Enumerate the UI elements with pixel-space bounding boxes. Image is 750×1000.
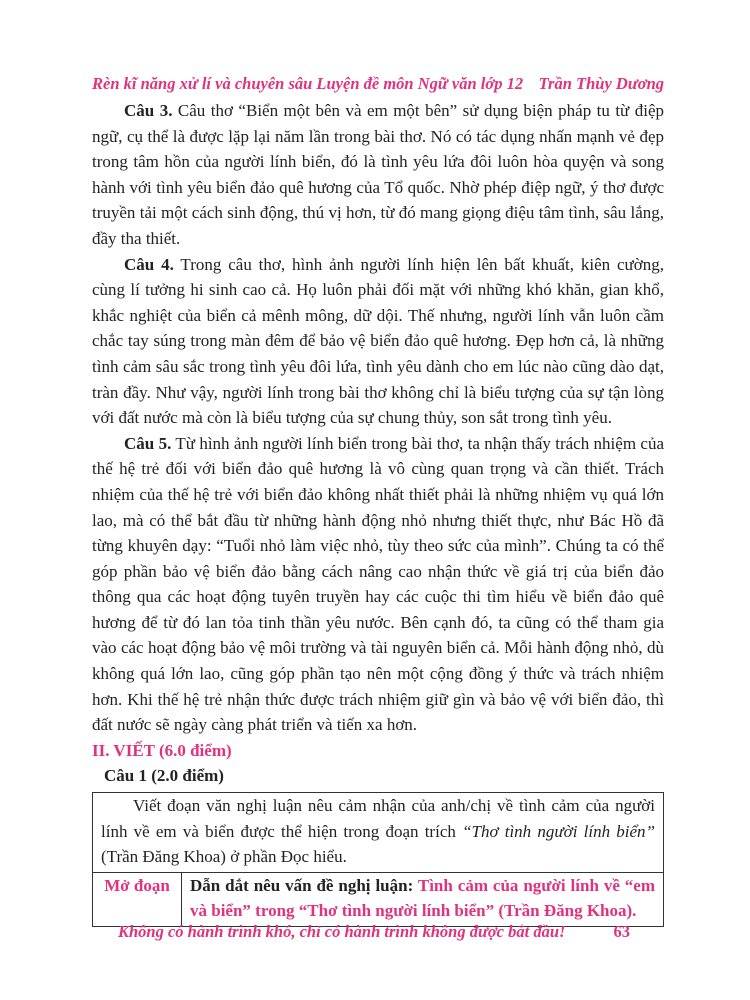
row-lead: Dẫn dắt nêu vấn đề nghị luận: (190, 875, 418, 895)
question-label: Câu 3. (124, 101, 173, 120)
running-header (92, 74, 664, 94)
poem-title: “Thơ tình người lính biển” (462, 821, 655, 841)
section-heading: II. VIẾT (6.0 điểm) (92, 740, 232, 760)
answer-text: Trong câu thơ, hình ảnh người lính hiện lên bất khuất, kiên cường, cùng lí tưởng hi sinh cao cả. Họ luôn phải đối mặt với những khó khăn, gian khổ, khắc nghiệt của biển cả mênh mông, dữ dội. Thế nhưng, người lính vẫn luôn cầm chắc tay súng trong màn đêm để bảo vệ biển đảo quê hương. Đẹp hơn cả, là những tình cảm sâu sắc trong tình yêu đôi lứa, tình yêu dành cho em lúc nào cũng dào dạt, tràn đầy. Như vậy, người lính trong bài thơ không chỉ là biểu tượng của sự tận lòng với đất nước mà còn là biểu tượng của sự chung thủy, son sắt trong tình yêu. (92, 254, 665, 428)
page-number: 63 (613, 922, 630, 941)
prompt-start: Viết đoạn văn nghị luận nêu cảm nhận của anh/chị về tình cảm của người lính về em và biển được thể hiện trong đoạn trích (101, 796, 655, 841)
outline-table (92, 792, 664, 927)
prompt-end: (Trần Đăng Khoa) ở phần Đọc hiểu. (101, 847, 347, 867)
answer-paragraph-3 (92, 98, 664, 252)
row-topic: Tình cảm của người lính về “em và biển” trong “Thơ tình người lính biển” (Trần Đăng Khoa). (190, 875, 656, 921)
writing-question-label: Câu 1 (2.0 điểm) (104, 766, 224, 786)
prompt-cell (93, 793, 664, 873)
footer-motto: Không có hành trình khó, chỉ có hành trình không được bắt đầu! (118, 922, 566, 941)
outline-row (93, 872, 664, 926)
row-label: Mở đoạn (93, 872, 182, 926)
book-title: Rèn kĩ năng xử lí và chuyên sâu Luyện đề môn Ngữ văn lớp 12 (92, 74, 524, 93)
answer-text: Câu thơ “Biển một bên và em một bên” sử dụng biện pháp tu từ điệp ngữ, cụ thể là được lặp lại năm lần trong bài thơ. Nó có tác dụng nhấn mạnh vẻ đẹp trong tâm hồn của người lính biển, đó là tình yêu lứa đôi luôn hòa quyện và song hành với tình yêu biển đảo quê hương của Tổ quốc. Nhờ phép điệp ngữ, ý thơ được truyền tải một cách sinh động, thú vị hơn, từ đó mang giọng điệu tâm tình, sâu lắng, đầy tha thiết. (92, 101, 665, 248)
question-label: Câu 4. (124, 254, 174, 274)
row-content (182, 872, 664, 926)
author-name: Trần Thùy Dương (538, 74, 664, 93)
question-label: Câu 5. (124, 433, 172, 453)
running-footer (118, 922, 630, 942)
prompt-row (93, 793, 664, 873)
answer-text: Từ hình ảnh người lính biển trong bài thơ, ta nhận thấy trách nhiệm của thế hệ trẻ đối với biển đảo quê hương là vô cùng quan trọng và cần thiết. Trách nhiệm của thế hệ trẻ với biển đảo không nhất thiết phải là những nhiệm vụ quá lớn lao, mà có thể bắt đầu từ những hành động nhỏ nhưng thiết thực, như Bác Hồ đã từng khuyên dạy: “Tuổi nhỏ làm việc nhỏ, tùy theo sức của mình”. Chúng ta có thể góp phần bảo vệ biển đảo bằng cách nâng cao nhận thức về giá trị của biển đảo thông qua các hoạt động tuyên truyền hay các cuộc thi tìm hiểu về biển đảo quê hương để từ đó lan tỏa tinh thần yêu nước. Bên cạnh đó, ta cũng có thể tham gia vào các hoạt động bảo vệ môi trường và tài nguyên biển cả. Mỗi hành động nhỏ, dù không quá lớn lao, cũng góp phần tạo nên một cộng đồng ý thức và trách nhiệm hơn. Khi thế hệ trẻ nhận thức được trách nhiệm giữ gìn và bảo vệ với biển đảo, thì đất nước sẽ ngày càng phát triển và tiến xa hơn. (92, 433, 664, 735)
answer-paragraph-5 (92, 431, 664, 738)
answer-paragraph-4 (92, 252, 664, 431)
page-body (92, 98, 664, 927)
